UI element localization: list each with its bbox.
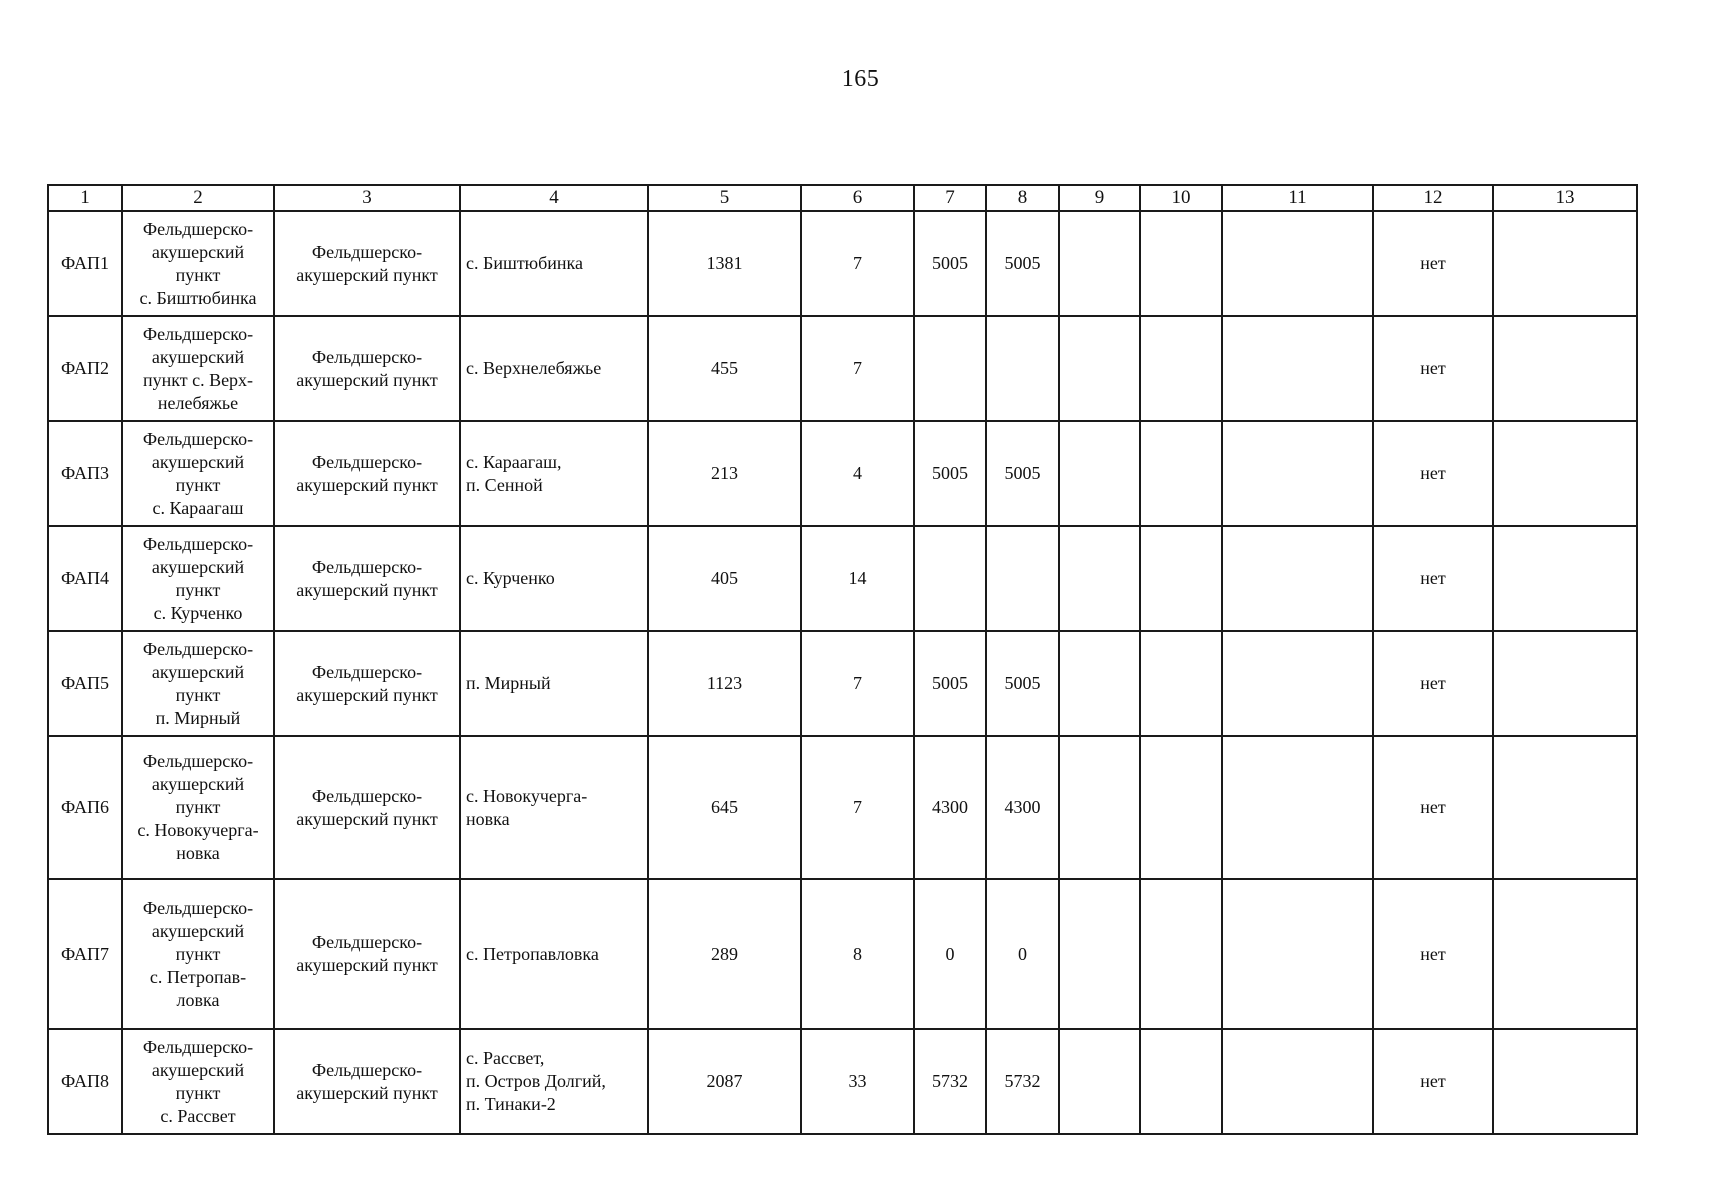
column-header: 3 xyxy=(274,185,460,211)
facility-name-cell xyxy=(122,316,274,421)
table-row xyxy=(48,316,1637,421)
table-row xyxy=(48,631,1637,736)
facility-name-cell xyxy=(122,526,274,631)
cell-line: Фельдшерско- xyxy=(311,241,423,262)
col13-cell xyxy=(1493,736,1637,879)
cell-line: с. Верхнелебяжье xyxy=(466,358,602,379)
col7-cell: 4300 xyxy=(914,736,986,879)
col13-cell xyxy=(1493,526,1637,631)
facility-type-cell xyxy=(274,631,460,736)
cell-line: акушерский пункт xyxy=(296,264,438,285)
cell-line: пункт xyxy=(175,1082,221,1103)
column-header: 9 xyxy=(1059,185,1140,211)
cell-line: п. Тинаки-2 xyxy=(466,1094,556,1115)
settlement-cell xyxy=(460,211,648,316)
col11-cell xyxy=(1222,211,1373,316)
cell-line: акушерский пункт xyxy=(296,955,438,976)
cell-line: с. Биштюбинка xyxy=(466,253,584,274)
cell-line: Фельдшерско- xyxy=(142,323,254,344)
col7-cell: 0 xyxy=(914,879,986,1029)
col9-cell xyxy=(1059,211,1140,316)
cell-line: акушерский xyxy=(151,661,245,682)
facility-type-cell xyxy=(274,316,460,421)
col8-cell: 0 xyxy=(986,879,1059,1029)
settlement-cell xyxy=(460,526,648,631)
cell-line: с. Курченко xyxy=(153,602,243,623)
facility-code-cell: ФАП1 xyxy=(48,211,122,316)
col10-cell xyxy=(1140,316,1222,421)
cell-line: акушерский xyxy=(151,451,245,472)
column-header: 4 xyxy=(460,185,648,211)
col5-cell: 1381 xyxy=(648,211,801,316)
col12-cell: нет xyxy=(1373,1029,1493,1134)
table-row xyxy=(48,211,1637,316)
col8-cell xyxy=(986,316,1059,421)
facility-name-cell xyxy=(122,736,274,879)
settlement-cell xyxy=(460,316,648,421)
col6-cell: 14 xyxy=(801,526,914,631)
facility-code-cell: ФАП6 xyxy=(48,736,122,879)
col6-cell: 7 xyxy=(801,211,914,316)
col12-cell: нет xyxy=(1373,631,1493,736)
settlement-cell xyxy=(460,421,648,526)
col6-cell: 7 xyxy=(801,316,914,421)
cell-line: акушерский пункт xyxy=(296,369,438,390)
col10-cell xyxy=(1140,211,1222,316)
table-header xyxy=(48,185,1637,211)
table-row xyxy=(48,736,1637,879)
col13-cell xyxy=(1493,211,1637,316)
facility-code-cell: ФАП2 xyxy=(48,316,122,421)
cell-line: Фельдшерско- xyxy=(311,346,423,367)
col8-cell: 5732 xyxy=(986,1029,1059,1134)
cell-line: с. Петропавловка xyxy=(466,943,599,964)
table-row xyxy=(48,526,1637,631)
col12-cell: нет xyxy=(1373,736,1493,879)
facility-code-cell: ФАП4 xyxy=(48,526,122,631)
cell-line: акушерский пункт xyxy=(296,579,438,600)
column-header: 1 xyxy=(48,185,122,211)
column-header: 2 xyxy=(122,185,274,211)
column-header: 11 xyxy=(1222,185,1373,211)
cell-line: нелебяжье xyxy=(157,392,239,413)
col11-cell xyxy=(1222,421,1373,526)
col7-cell: 5005 xyxy=(914,211,986,316)
cell-line: акушерский пункт xyxy=(296,808,438,829)
col12-cell: нет xyxy=(1373,526,1493,631)
column-header: 10 xyxy=(1140,185,1222,211)
cell-line: акушерский xyxy=(151,346,245,367)
col11-cell xyxy=(1222,1029,1373,1134)
col9-cell xyxy=(1059,421,1140,526)
col8-cell: 5005 xyxy=(986,211,1059,316)
cell-line: акушерский пункт xyxy=(296,474,438,495)
cell-line: акушерский xyxy=(151,774,245,795)
cell-line: п. Сенной xyxy=(466,474,543,495)
table-row xyxy=(48,421,1637,526)
cell-line: Фельдшерско- xyxy=(142,533,254,554)
facility-name-cell xyxy=(122,631,274,736)
cell-line: пункт xyxy=(175,579,221,600)
cell-line: пункт xyxy=(175,797,221,818)
col11-cell xyxy=(1222,316,1373,421)
column-header: 12 xyxy=(1373,185,1493,211)
facility-name-cell xyxy=(122,879,274,1029)
cell-line: акушерский xyxy=(151,920,245,941)
facility-type-cell xyxy=(274,736,460,879)
page-number: 165 xyxy=(841,66,880,92)
facility-code-cell: ФАП5 xyxy=(48,631,122,736)
settlement-cell xyxy=(460,1029,648,1134)
cell-line: пункт xyxy=(175,474,221,495)
cell-line: с. Карaагаш, xyxy=(466,451,562,472)
col5-cell: 1123 xyxy=(648,631,801,736)
cell-line: Фельдшерско- xyxy=(311,451,423,472)
col5-cell: 289 xyxy=(648,879,801,1029)
cell-line: новка xyxy=(176,843,220,864)
col9-cell xyxy=(1059,1029,1140,1134)
cell-line: акушерский xyxy=(151,1059,245,1080)
cell-line: с. Петропав- xyxy=(149,966,247,987)
col12-cell: нет xyxy=(1373,421,1493,526)
facility-type-cell xyxy=(274,211,460,316)
facility-type-cell xyxy=(274,879,460,1029)
col10-cell xyxy=(1140,631,1222,736)
col7-cell: 5005 xyxy=(914,631,986,736)
cell-line: с. Новокучерга- xyxy=(466,785,588,806)
settlement-cell xyxy=(460,631,648,736)
cell-line: п. Мирный xyxy=(466,673,551,694)
col11-cell xyxy=(1222,736,1373,879)
column-header: 5 xyxy=(648,185,801,211)
col5-cell: 2087 xyxy=(648,1029,801,1134)
col9-cell xyxy=(1059,316,1140,421)
column-header: 6 xyxy=(801,185,914,211)
cell-line: пункт xyxy=(175,943,221,964)
cell-line: Фельдшерско- xyxy=(311,661,423,682)
column-header: 8 xyxy=(986,185,1059,211)
col5-cell: 455 xyxy=(648,316,801,421)
col9-cell xyxy=(1059,736,1140,879)
cell-line: п. Остров Долгий, xyxy=(466,1071,606,1092)
col7-cell: 5005 xyxy=(914,421,986,526)
col11-cell xyxy=(1222,526,1373,631)
col8-cell xyxy=(986,526,1059,631)
col8-cell: 5005 xyxy=(986,631,1059,736)
col5-cell: 405 xyxy=(648,526,801,631)
facility-type-cell xyxy=(274,526,460,631)
cell-line: акушерский xyxy=(151,556,245,577)
col10-cell xyxy=(1140,421,1222,526)
table-row xyxy=(48,1029,1637,1134)
cell-line: ловка xyxy=(176,989,220,1010)
cell-line: Фельдшерско- xyxy=(311,556,423,577)
col13-cell xyxy=(1493,421,1637,526)
table-row xyxy=(48,879,1637,1029)
col11-cell xyxy=(1222,879,1373,1029)
col7-cell xyxy=(914,316,986,421)
cell-line: акушерский xyxy=(151,241,245,262)
col6-cell: 8 xyxy=(801,879,914,1029)
col12-cell: нет xyxy=(1373,879,1493,1029)
facility-name-cell xyxy=(122,1029,274,1134)
cell-line: с. Карaагаш xyxy=(152,497,244,518)
col6-cell: 7 xyxy=(801,631,914,736)
table-body xyxy=(48,211,1637,1134)
header-row xyxy=(48,185,1637,211)
cell-line: пункт xyxy=(175,264,221,285)
col13-cell xyxy=(1493,316,1637,421)
col6-cell: 7 xyxy=(801,736,914,879)
cell-line: Фельдшерско- xyxy=(311,785,423,806)
cell-line: Фельдшерско- xyxy=(142,751,254,772)
cell-line: с. Рассвет xyxy=(160,1105,236,1126)
facility-name-cell xyxy=(122,211,274,316)
col10-cell xyxy=(1140,1029,1222,1134)
col7-cell xyxy=(914,526,986,631)
settlement-cell xyxy=(460,736,648,879)
col5-cell: 213 xyxy=(648,421,801,526)
col6-cell: 33 xyxy=(801,1029,914,1134)
cell-line: Фельдшерско- xyxy=(142,638,254,659)
facility-code-cell: ФАП3 xyxy=(48,421,122,526)
col13-cell xyxy=(1493,879,1637,1029)
facility-type-cell xyxy=(274,1029,460,1134)
cell-line: с. Рассвет, xyxy=(466,1048,545,1069)
col13-cell xyxy=(1493,631,1637,736)
cell-line: акушерский пункт xyxy=(296,684,438,705)
col8-cell: 4300 xyxy=(986,736,1059,879)
settlement-cell xyxy=(460,879,648,1029)
facility-code-cell: ФАП8 xyxy=(48,1029,122,1134)
cell-line: Фельдшерско- xyxy=(311,1059,423,1080)
cell-line: Фельдшерско- xyxy=(142,218,254,239)
col9-cell xyxy=(1059,526,1140,631)
col9-cell xyxy=(1059,879,1140,1029)
col10-cell xyxy=(1140,879,1222,1029)
col10-cell xyxy=(1140,526,1222,631)
col5-cell: 645 xyxy=(648,736,801,879)
column-header: 13 xyxy=(1493,185,1637,211)
facility-type-cell xyxy=(274,421,460,526)
cell-line: с. Биштюбинка xyxy=(139,287,257,308)
col10-cell xyxy=(1140,736,1222,879)
col8-cell: 5005 xyxy=(986,421,1059,526)
cell-line: п. Мирный xyxy=(155,707,241,728)
facility-name-cell xyxy=(122,421,274,526)
column-header: 7 xyxy=(914,185,986,211)
facility-code-cell: ФАП7 xyxy=(48,879,122,1029)
cell-line: с. Курченко xyxy=(466,568,555,589)
col6-cell: 4 xyxy=(801,421,914,526)
cell-line: пункт xyxy=(175,684,221,705)
cell-line: Фельдшерско- xyxy=(142,428,254,449)
cell-line: с. Новокучерга- xyxy=(137,820,259,841)
col12-cell: нет xyxy=(1373,211,1493,316)
col12-cell: нет xyxy=(1373,316,1493,421)
cell-line: Фельдшерско- xyxy=(311,932,423,953)
cell-line: акушерский пункт xyxy=(296,1082,438,1103)
cell-line: Фельдшерско- xyxy=(142,897,254,918)
col11-cell xyxy=(1222,631,1373,736)
facilities-table xyxy=(47,184,1638,1135)
cell-line: пункт с. Верх- xyxy=(142,369,254,390)
col9-cell xyxy=(1059,631,1140,736)
col7-cell: 5732 xyxy=(914,1029,986,1134)
col13-cell xyxy=(1493,1029,1637,1134)
cell-line: Фельдшерско- xyxy=(142,1036,254,1057)
cell-line: новка xyxy=(466,808,510,829)
